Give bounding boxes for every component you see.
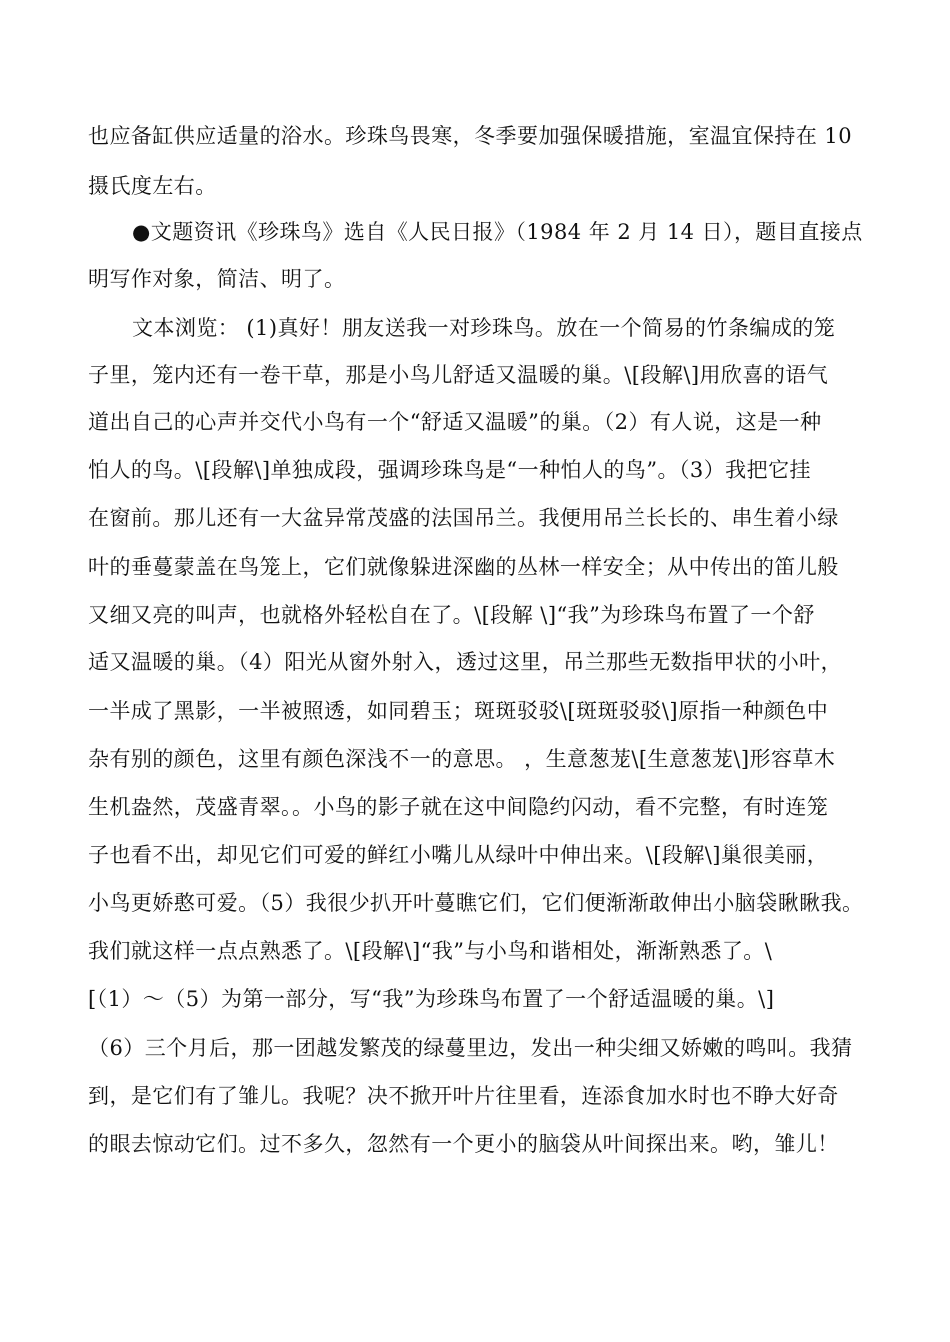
text-line: 生机盎然，茂盛青翠。。小鸟的影子就在这中间隐约闪动，看不完整，有时连笼 [88, 795, 829, 819]
text-line: ●文题资讯《珍珠鸟》选自《人民日报》（1984 年 2 月 14 日），题目直接点 [132, 220, 863, 244]
text-line: 在窗前。那儿还有一大盆异常茂盛的法国吊兰。我便用吊兰长长的、串生着小绿 [88, 506, 839, 530]
text-line: 一半成了黑影，一半被照透，如同碧玉；斑斑驳驳\[斑斑驳驳\]原指一种颜色中 [88, 699, 829, 723]
text-line: 子也看不出，却见它们可爱的鲜红小嘴儿从绿叶中伸出来。\[段解\]巢很美丽， [88, 843, 829, 867]
text-line: 叶的垂蔓蒙盖在鸟笼上，它们就像躲进深幽的丛林一样安全；从中传出的笛儿般 [88, 555, 839, 579]
text-line: 又细又亮的叫声，也就格外轻松自在了。\[段解 \]“我”为珍珠鸟布置了一个舒 [88, 603, 815, 627]
text-line: 适又温暖的巢。（4）阳光从窗外射入，透过这里，吊兰那些无数指甲状的小叶， [88, 650, 843, 674]
text-line: 道出自己的心声并交代小鸟有一个“舒适又温暖”的巢。（2）有人说，这是一种 [88, 410, 822, 434]
text-line: 摄氏度左右。 [88, 174, 217, 198]
text-line: 怕人的鸟。\[段解\]单独成段，强调珍珠鸟是“一种怕人的鸟”。（3）我把它挂 [88, 458, 811, 482]
text-line: 也应备缸供应适量的浴水。珍珠鸟畏寒，冬季要加强保暖措施，室温宜保持在 10 [88, 124, 853, 148]
text-line: 明写作对象，简洁、明了。 [88, 267, 346, 291]
text-line: 到，是它们有了雏儿。我呢？决不掀开叶片往里看，连添食加水时也不睁大好奇 [88, 1084, 839, 1108]
text-line: （6）三个月后，那一团越发繁茂的绿蔓里边，发出一种尖细又娇嫩的鸣叫。我猜 [88, 1036, 853, 1060]
text-line: 杂有别的颜色，这里有颜色深浅不一的意思。 ，生意葱茏\[生意葱茏\]形容草木 [88, 747, 836, 771]
text-line: 的眼去惊动它们。过不多久，忽然有一个更小的脑袋从叶间探出来。哟，雏儿！ [88, 1132, 839, 1156]
text-line: 文本浏览： (1)真好！朋友送我一对珍珠鸟。放在一个简易的竹条编成的笼 [132, 316, 836, 340]
text-line: 小鸟更娇憨可爱。（5）我很少扒开叶蔓瞧它们，它们便渐渐敢伸出小脑袋瞅瞅我。 [88, 891, 864, 915]
text-line: 我们就这样一点点熟悉了。\[段解\]“我”与小鸟和谐相处，渐渐熟悉了。\ [88, 939, 773, 963]
text-line: [（1）～（5）为第一部分，写“我”为珍珠鸟布置了一个舒适温暖的巢。\] [88, 987, 775, 1011]
text-line: 子里，笼内还有一卷干草，那是小鸟儿舒适又温暖的巢。\[段解\]用欣喜的语气 [88, 363, 829, 387]
